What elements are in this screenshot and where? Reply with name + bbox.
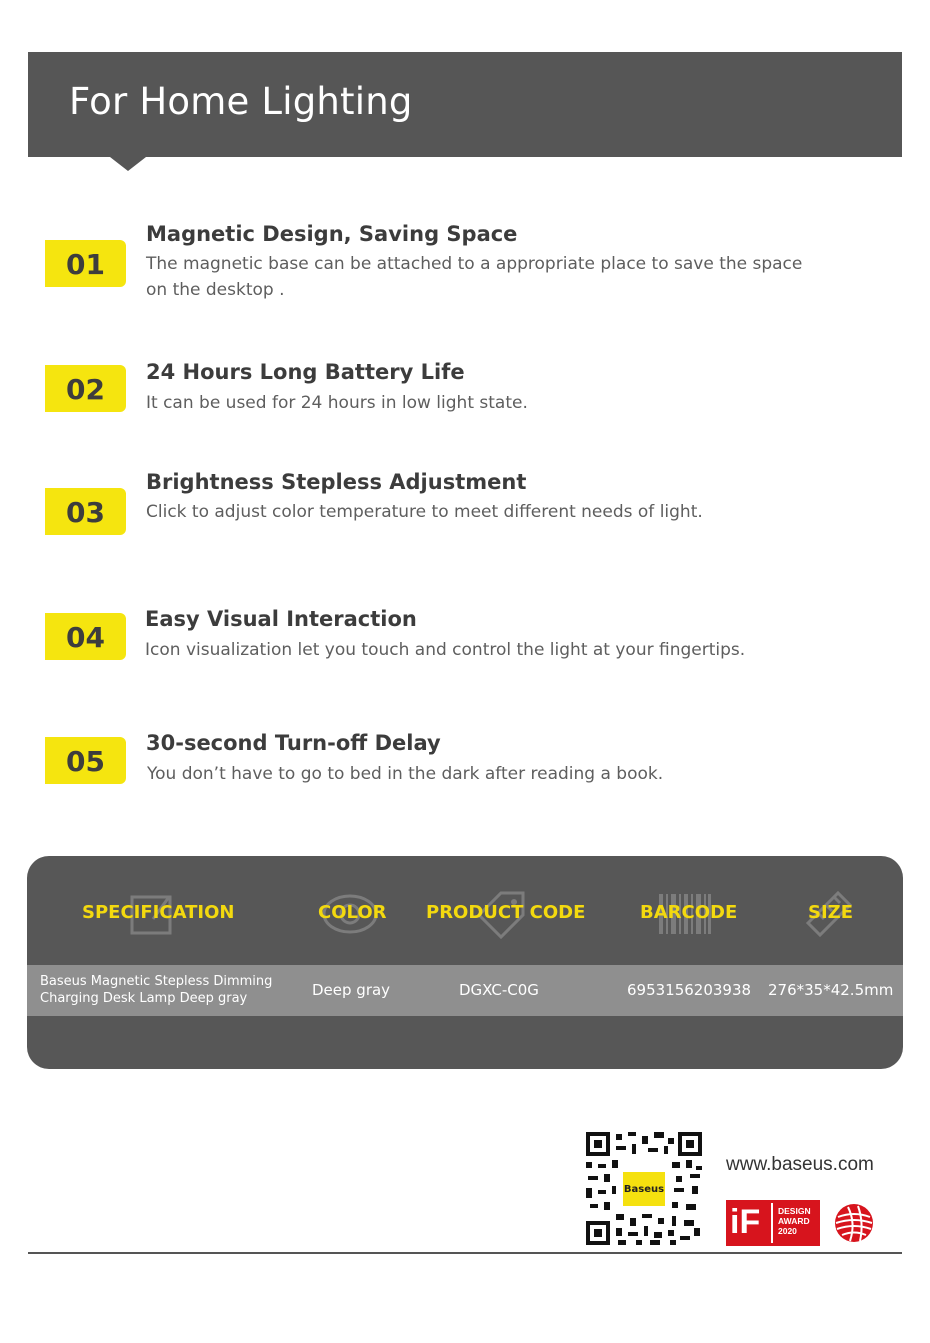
spec-header-barcode: BARCODE xyxy=(640,902,738,923)
feature-title: 24 Hours Long Battery Life xyxy=(146,360,465,384)
feature-item xyxy=(45,360,845,450)
feature-description: You don’t have to go to bed in the dark after reading a book. xyxy=(147,764,664,784)
feature-number-badge xyxy=(45,240,126,287)
spec-product-name-line: Charging Desk Lamp Deep gray xyxy=(40,991,248,1006)
feature-number: 01 xyxy=(66,248,105,281)
award-divider xyxy=(771,1203,773,1243)
feature-item xyxy=(45,470,845,560)
spec-header-product-code: PRODUCT CODE xyxy=(426,902,586,923)
award-text-line: DESIGN xyxy=(778,1206,811,1216)
header-pointer xyxy=(110,157,146,171)
feature-number-badge xyxy=(45,365,126,412)
feature-item xyxy=(45,731,845,821)
feature-number: 04 xyxy=(66,621,105,654)
red-dot-award-icon xyxy=(834,1203,874,1243)
feature-number-badge xyxy=(45,737,126,784)
feature-number-badge xyxy=(45,488,126,535)
spec-size-value: 276*35*42.5mm xyxy=(768,981,894,999)
feature-number: 02 xyxy=(66,373,105,406)
feature-description: Icon visualization let you touch and control the light at your fingertips. xyxy=(145,640,746,660)
feature-title: Brightness Stepless Adjustment xyxy=(146,470,527,494)
feature-number: 05 xyxy=(66,745,105,778)
brand-logo: Baseus xyxy=(621,1170,667,1208)
feature-description: The magnetic base can be attached to a appropriate place to save the space on the desktop . xyxy=(146,254,803,300)
spec-header-size: SIZE xyxy=(808,902,854,923)
spec-barcode-value: 6953156203938 xyxy=(627,981,752,999)
feature-item xyxy=(45,222,845,312)
feature-number-badge xyxy=(45,613,126,660)
feature-item xyxy=(45,607,845,697)
if-design-award-logo xyxy=(726,1200,820,1246)
award-text-line: AWARD xyxy=(778,1216,810,1226)
spec-header-row xyxy=(27,856,903,965)
website-link[interactable]: www.baseus.com xyxy=(726,1154,874,1175)
feature-description: Click to adjust color temperature to meet different needs of light. xyxy=(146,502,703,522)
footer-divider xyxy=(28,1252,902,1254)
page-header xyxy=(28,52,902,157)
specification-table xyxy=(27,856,903,1069)
feature-title: 30-second Turn-off Delay xyxy=(146,731,441,755)
spec-product-code-value: DGXC-C0G xyxy=(459,981,539,999)
spec-product-name xyxy=(40,973,300,1007)
spec-data-row xyxy=(27,965,903,1016)
award-text xyxy=(778,1206,811,1236)
spec-header-color: COLOR xyxy=(318,902,387,923)
page-title: For Home Lighting xyxy=(69,80,413,123)
feature-title: Magnetic Design, Saving Space xyxy=(146,222,518,246)
qr-code[interactable] xyxy=(586,1132,702,1245)
spec-product-name-line: Baseus Magnetic Stepless Dimming xyxy=(40,974,273,989)
feature-number: 03 xyxy=(66,496,105,529)
award-text-line: 2020 xyxy=(778,1226,797,1236)
spec-color-value: Deep gray xyxy=(312,981,391,999)
spec-header-specification: SPECIFICATION xyxy=(82,902,235,923)
feature-title: Easy Visual Interaction xyxy=(145,607,417,631)
feature-description: It can be used for 24 hours in low light state. xyxy=(146,393,528,413)
if-logo-text: iF xyxy=(730,1203,761,1241)
